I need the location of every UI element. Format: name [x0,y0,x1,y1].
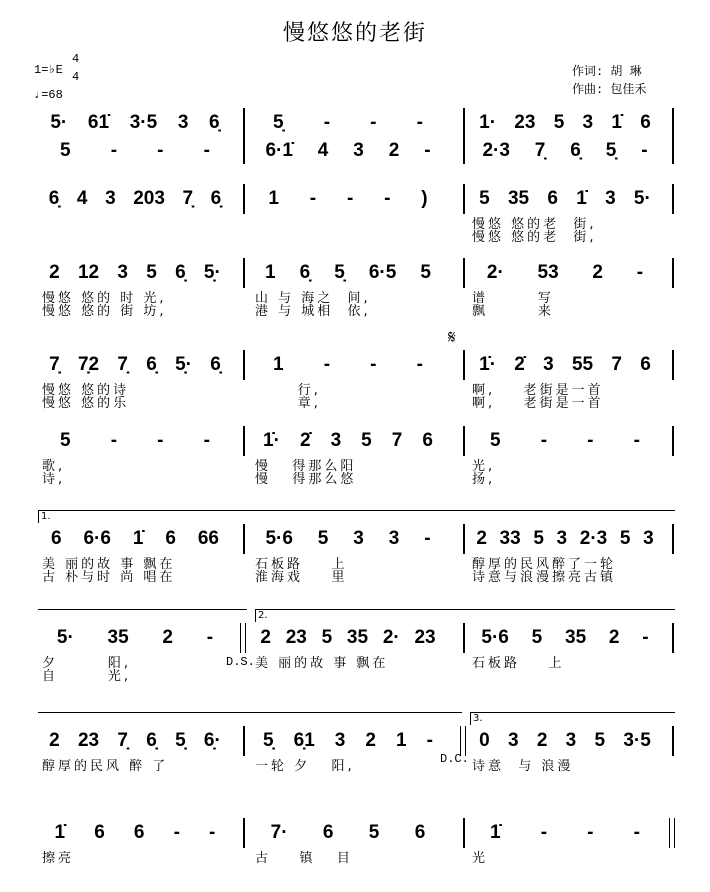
time-signature-top: 4 [72,52,80,66]
note: 35 [107,627,129,648]
note: 5̣ [334,262,345,283]
note: 5 [361,430,372,451]
note: 35 [346,627,369,648]
note: 2 [49,730,60,751]
note: 5· [50,112,68,133]
measure-notes [253,627,443,651]
lyric-line: 谱 写 [472,291,554,306]
double-barline [669,818,675,848]
note: - [203,140,210,161]
barline [243,350,245,380]
barline [463,818,465,848]
note: 1̇ [132,528,144,549]
volta-continuation [38,609,247,622]
measure-notes [40,262,230,286]
lyric-line: 自 光, [42,669,132,684]
barline [463,108,465,164]
lyric-line: 夕 阳, [42,656,132,671]
note: 2· [382,627,400,648]
note: 6 [133,822,145,843]
barline [243,108,245,164]
note: 6 [640,354,651,375]
note: 7̣2 [77,354,100,375]
note: 2 [536,730,548,751]
note: - [416,354,423,375]
note: 2 [49,262,60,283]
lyric-line: 淮海戏 里 [255,570,348,585]
note: 6 [50,528,62,549]
note: 3·5 [623,730,651,751]
barline [243,426,245,456]
note: 1̇ [490,822,501,843]
measure-notes [253,822,443,846]
note: 6̣ [210,354,221,375]
lyric-line: 啊, 老街是一首 [472,396,604,411]
lyricist-credit: 作词: 胡 琳 [572,65,642,79]
note: - [323,354,331,375]
note: 3 [177,112,189,133]
note: 5 [490,430,501,451]
note: - [424,528,431,549]
note: 5·6 [481,627,509,648]
note: 3 [556,528,568,549]
note: ) [421,188,428,209]
note: 3 [334,730,346,751]
lyric-line: 诗意与浪漫擦亮古镇 [472,570,617,585]
note: - [209,822,216,843]
note: - [540,430,548,451]
note: 5̣· [175,354,192,375]
note: 6̣ [146,730,157,751]
lyric-line: 慢悠 悠的 时 光, [42,291,167,306]
measure-notes [40,112,230,136]
note: 3 [330,430,342,451]
barline [243,726,245,756]
time-signature-bottom: 4 [72,70,80,84]
note: - [157,430,164,451]
note: 61̇ [87,112,110,133]
lyric-line: 扬, [472,472,496,487]
lyric-line: 行, [255,383,321,398]
note: - [424,140,431,161]
barline [243,818,245,848]
note: - [636,262,644,283]
measure-notes [40,188,230,212]
note: 7̣ [182,188,194,209]
lyric-line: 石板路 上 [255,557,348,572]
note: 6·1̇ [265,140,293,161]
note: 5 [146,262,157,283]
barline [672,426,674,456]
note: 3 [353,528,364,549]
note: 5 [420,262,431,283]
note: 6·6 [83,528,111,549]
measure-notes [253,528,443,552]
measure-notes [253,188,443,212]
note: 2 [592,262,603,283]
note: 5·6 [265,528,293,549]
lyric-line: 光 [472,851,489,866]
note: 7· [270,822,288,843]
lyric-line: 章, [255,396,321,411]
note: 23 [414,627,436,648]
note: 4 [76,188,88,209]
note: - [323,112,331,133]
note: 3 [117,262,128,283]
note: - [370,112,377,133]
measure-notes [40,627,230,651]
note: 3 [543,354,554,375]
note: 35 [565,627,587,648]
lyric-line: 慢 得那么悠 [255,472,357,487]
ds-marking: D.S. [226,655,255,669]
lyric-line: 光, [472,459,496,474]
lyric-line: 慢 得那么阳 [255,459,357,474]
note: 5̣ [273,112,284,133]
note: 6̣· [203,730,221,751]
lyric-line: 一轮 夕 阳, [255,759,355,774]
barline [463,350,465,380]
note: 1 [273,354,284,375]
note: 7̣ [117,354,128,375]
note: 1 [265,262,276,283]
note: 5 [368,822,380,843]
note: 7̣ [49,354,60,375]
measure-notes [40,430,230,454]
volta-bracket: 3. [470,712,675,725]
note: 2̇ [514,354,525,375]
note: 6 [422,430,433,451]
note: 5 [533,528,544,549]
composer-credit: 作曲: 包佳禾 [572,83,647,97]
barline [672,184,674,214]
note: 6̣ [175,262,186,283]
note: 3 [105,188,116,209]
barline [243,524,245,554]
note: 1 [268,188,279,209]
lyric-line: 擦亮 [42,851,75,866]
measure-notes [40,822,230,846]
note: 2 [260,627,271,648]
note: 12 [77,262,100,283]
segno-sign: 𝄋 [448,329,456,349]
note: 23 [285,627,307,648]
lyric-line: 港 与 城相 依, [255,304,371,319]
note: 6 [322,822,334,843]
dc-marking: D.C. [440,752,469,766]
lyric-line: 慢悠 悠的 街 坊, [42,304,167,319]
measure-notes [470,430,660,454]
note: - [416,112,423,133]
key-signature: 1=♭E [34,63,63,77]
measure-voice2 [253,140,443,164]
volta-bracket: 2. [255,609,675,622]
note: 23 [514,112,536,133]
note: 5· [56,627,74,648]
lyric-line: 石板路 上 [472,656,565,671]
note: 6·5 [368,262,397,283]
note: - [157,140,164,161]
note: 5 [619,528,631,549]
lyric-line: 诗意 与 浪漫 [472,759,574,774]
note: 5 [479,188,490,209]
note: 5 [553,112,565,133]
lyric-line: 慢悠 悠的诗 [42,383,130,398]
lyric-line: 慢悠 悠的老 街, [472,217,597,232]
note: 1 [396,730,407,751]
note: 5 [321,627,333,648]
note: 203 [133,188,165,209]
note: 33 [499,528,521,549]
note: - [206,627,214,648]
note: - [426,730,433,751]
note: 6̣ [209,112,220,133]
lyric-line: 慢悠 悠的乐 [42,396,130,411]
note: 3 [582,112,594,133]
measure-notes [470,112,660,136]
measure-notes [470,262,660,286]
note: 5 [531,627,543,648]
lyric-line: 醇厚的民风 醉 了 [42,759,169,774]
song-title: 慢悠悠的老街 [282,21,427,46]
note: - [384,188,391,209]
barline [672,726,674,756]
note: - [641,140,648,161]
measure-notes [470,730,660,754]
barline [243,184,245,214]
lyric-line: 美 丽的故 事 飘在 [42,557,176,572]
tempo-marking: ♩=68 [34,88,63,102]
note: 0 [479,730,490,751]
barline [672,350,674,380]
note: 7̣ [534,140,546,161]
lyric-line: 醇厚的民风醉了一轮 [472,557,617,572]
note: 3 [507,730,519,751]
measure-notes [40,730,230,754]
note: 5̣ [605,140,617,161]
note: 6 [94,822,105,843]
note: 3 [643,528,654,549]
note: 1̇· [263,430,280,451]
note: 6 [547,188,558,209]
measure-notes [253,430,443,454]
measure-notes [470,528,660,552]
measure-voice2 [40,140,230,164]
note: 2 [365,730,376,751]
note: - [540,822,548,843]
barline [463,426,465,456]
note: 2·3 [579,528,608,549]
note: 2 [476,528,487,549]
note: 35 [507,188,530,209]
note: 5 [317,528,329,549]
double-barline [240,623,246,653]
note: 5 [594,730,606,751]
measure-notes [470,354,660,378]
measure-notes [470,822,660,846]
note: 6̣ [210,188,222,209]
note: 1̇ [54,822,66,843]
note: - [642,627,649,648]
note: - [370,354,377,375]
note: 6̣ [299,262,311,283]
note: 53 [537,262,559,283]
note: 5̣· [203,262,221,283]
note: 2̇ [299,430,311,451]
lyric-line: 山 与 海之 间, [255,291,371,306]
lyric-line: 啊, 老街是一首 [472,383,604,398]
note: 2·3 [482,140,510,161]
note: 55 [571,354,594,375]
note: 3 [353,140,364,161]
measure-notes [470,188,660,212]
lyric-line: 古 朴与时 尚 唱在 [42,570,176,585]
lyric-line: 慢悠 悠的老 街, [472,230,597,245]
note: 2 [388,140,400,161]
volta-continuation [38,712,462,725]
note: 6 [414,822,426,843]
note: - [173,822,180,843]
barline [463,258,465,288]
note: - [633,430,640,451]
note: - [309,188,317,209]
note: 4 [317,140,329,161]
note: 6̣ [146,354,157,375]
measure-notes [253,730,443,754]
measure-notes [40,354,230,378]
note: 5 [60,430,71,451]
lyric-line: 诗, [42,472,66,487]
barline [463,524,465,554]
note: 66 [197,528,219,549]
barline [672,258,674,288]
volta-bracket: 1. [38,510,675,523]
note: 6̣ [48,188,60,209]
barline [243,258,245,288]
barline [463,184,465,214]
note: 2 [608,627,620,648]
note: - [633,822,640,843]
measure-notes [253,354,443,378]
lyric-line: 歌, [42,459,66,474]
note: 2 [162,627,173,648]
note: 3 [605,188,616,209]
note: - [587,430,594,451]
lyric-line: 飘 来 [472,304,554,319]
note: - [203,430,210,451]
note: 1̇· [479,354,497,375]
lyric-line: 美 丽的故 事 飘在 [255,656,389,671]
note: 1̇ [611,112,622,133]
note: 1̇ [576,188,587,209]
note: 3 [388,528,400,549]
measure-notes [253,262,443,286]
barline [672,524,674,554]
note: 3 [565,730,577,751]
measure-voice2 [470,140,660,164]
note: 7 [391,430,403,451]
note: 5· [633,188,651,209]
note: 2· [486,262,504,283]
barline [672,108,674,164]
note: 7 [611,354,622,375]
note: 5 [60,140,71,161]
note: 3·5 [129,112,158,133]
barline [672,623,674,653]
note: 6 [640,112,651,133]
note: 23 [77,730,100,751]
note: 6 [165,528,176,549]
barline [463,623,465,653]
lyric-line: 古 镇 目 [255,851,353,866]
note: 6̣ [570,140,581,161]
measure-notes [40,528,230,552]
note: - [110,140,118,161]
note: 7̣ [117,730,128,751]
note: 1· [479,112,497,133]
note: - [346,188,354,209]
note: - [587,822,594,843]
measure-notes [470,627,660,651]
measure-notes [253,112,443,136]
note: 5̣ [175,730,186,751]
note: 6̣1 [293,730,315,751]
note: - [110,430,118,451]
note: 5̣ [263,730,274,751]
